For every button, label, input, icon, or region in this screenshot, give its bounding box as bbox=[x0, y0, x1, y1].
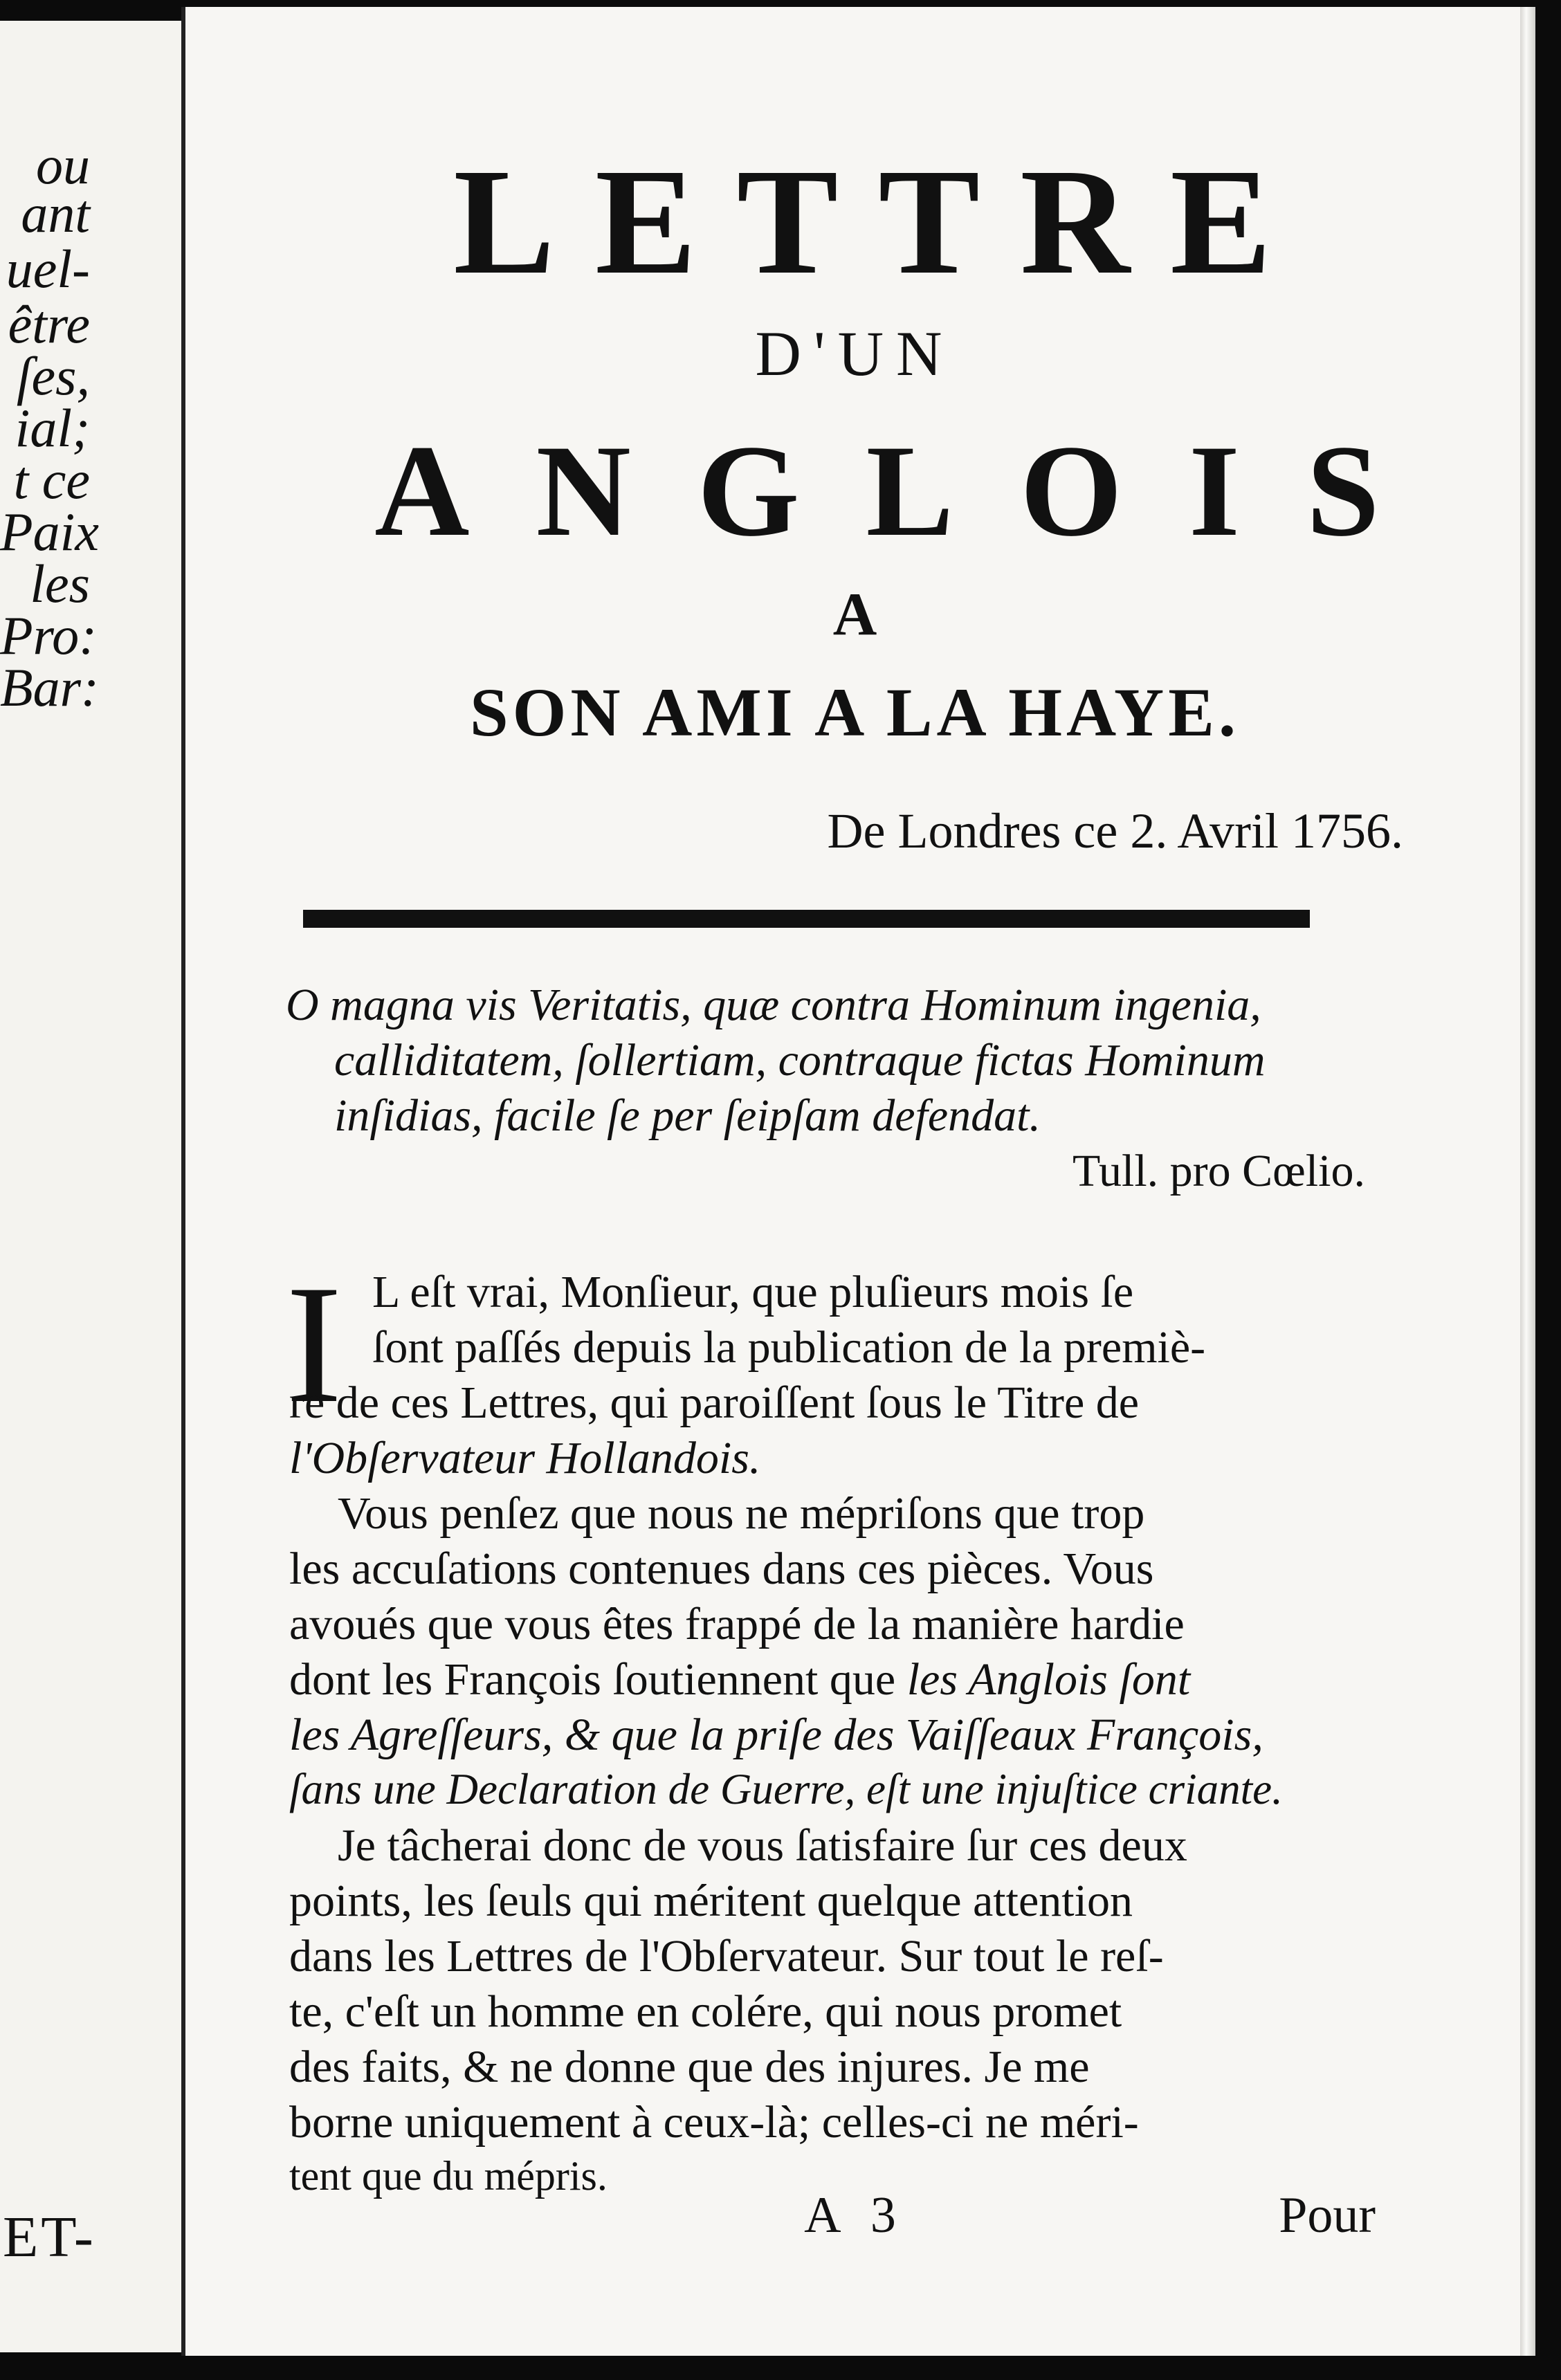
epigraph-line: inſidias, facile ſe per ſeipſam defendat. bbox=[334, 1090, 1041, 1141]
title-son-ami: SON AMI A LA HAYE. bbox=[470, 674, 1240, 751]
facing-page-fragment: être bbox=[8, 294, 90, 354]
catchword: Pour bbox=[1279, 2187, 1376, 2244]
facing-page-fragment: Bar: bbox=[0, 657, 99, 717]
body-line: L eſt vrai, Monſieur, que pluſieurs mois ſe bbox=[372, 1267, 1134, 1317]
facing-page-fragment: Paix bbox=[0, 502, 99, 562]
body-line: points, les ſeuls qui méritent quelque attention bbox=[289, 1876, 1133, 1926]
epigraph-source: Tull. pro Cœlio. bbox=[1072, 1146, 1365, 1196]
book-page bbox=[181, 7, 1524, 2356]
body-line bbox=[289, 1654, 1191, 1705]
facing-page-catchword: ET- bbox=[3, 2205, 96, 2269]
facing-page-fragment: Pro: bbox=[0, 605, 98, 666]
dateline: De Londres ce 2. Avril 1756. bbox=[827, 803, 1403, 859]
facing-page-fragment: ial; bbox=[15, 398, 90, 458]
facing-page-left bbox=[0, 21, 187, 2352]
facing-page-fragment: t ce bbox=[13, 450, 90, 510]
body-text: dont les François ſoutiennent que bbox=[289, 1654, 907, 1705]
title-anglois: ANGLOIS bbox=[374, 419, 1446, 564]
body-line: ſans une Declaration de Guerre, eſt une injuſtice criante. bbox=[289, 1765, 1283, 1813]
heavy-rule-divider bbox=[303, 910, 1310, 928]
body-line: avoués que vous êtes frappé de la manière hardie bbox=[289, 1599, 1185, 1649]
drop-cap: I bbox=[286, 1250, 343, 1438]
facing-page-fragment: ſes, bbox=[16, 346, 90, 406]
body-line: re de ces Lettres, qui paroiſſent ſous le Titre de bbox=[289, 1377, 1140, 1428]
body-line: ſont paſſés depuis la publication de la premiè- bbox=[372, 1322, 1206, 1373]
facing-page-fragment: les bbox=[30, 553, 90, 614]
body-line: des faits, & ne donne que des injures. Je me bbox=[289, 2042, 1090, 2092]
signature-mark: A 3 bbox=[804, 2187, 906, 2244]
body-line: l'Obſervateur Hollandois. bbox=[289, 1433, 761, 1483]
body-line: Je tâcherai donc de vous ſatisfaire ſur ces deux bbox=[338, 1820, 1187, 1871]
title-dun: D'UN bbox=[755, 318, 955, 389]
epigraph-line: O magna vis Veritatis, quæ contra Hominum ingenia, bbox=[286, 980, 1261, 1030]
epigraph-line: calliditatem, ſollertiam, contraque fictas Hominum bbox=[334, 1035, 1266, 1086]
facing-page-fragment: uel- bbox=[6, 239, 90, 299]
facing-page-fragment: ant bbox=[21, 183, 90, 244]
page-edge-shadow bbox=[1520, 7, 1535, 2356]
body-line: tent que du mépris. bbox=[289, 2153, 608, 2199]
facing-page-fragment: ou bbox=[36, 135, 90, 195]
body-line: Vous penſez que nous ne mépriſons que trop bbox=[338, 1488, 1145, 1539]
body-line: borne uniquement à ceux-là; celles-ci ne méri- bbox=[289, 2097, 1139, 2148]
body-line: te, c'eſt un homme en colére, qui nous promet bbox=[289, 1986, 1122, 2037]
body-line: les Agreſſeurs, & que la priſe des Vaiſſeaux François, bbox=[289, 1710, 1263, 1760]
body-line: les accuſations contenues dans ces pièces. Vous bbox=[289, 1544, 1154, 1594]
title-a: A bbox=[832, 581, 877, 648]
body-text-italic: les Anglois ſont bbox=[906, 1654, 1191, 1705]
title-lettre: LETTRE bbox=[453, 137, 1312, 306]
body-line: dans les Lettres de l'Obſervateur. Sur tout le reſ- bbox=[289, 1931, 1164, 1981]
